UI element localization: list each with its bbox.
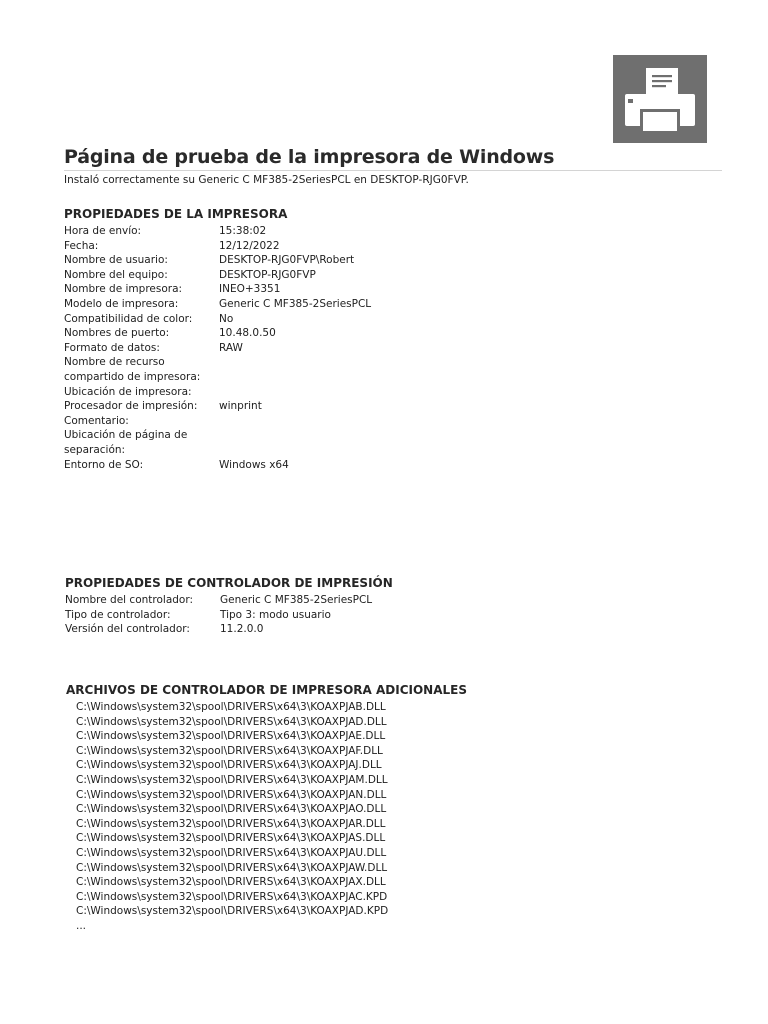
file-path: C:\Windows\system32\spool\DRIVERS\x64\3\KOAXPJAC.KPD xyxy=(76,890,388,903)
page-title: Página de prueba de la impresora de Windows xyxy=(64,146,555,168)
property-row xyxy=(65,593,465,608)
property-label: Versión del controlador: xyxy=(65,623,190,636)
file-path: C:\Windows\system32\spool\DRIVERS\x64\3\KOAXPJAX.DLL xyxy=(76,876,386,889)
printer-properties-list xyxy=(64,224,464,472)
property-label: Fecha: xyxy=(64,239,99,252)
additional-files-list xyxy=(76,700,476,934)
property-value: No xyxy=(219,312,234,325)
file-path: C:\Windows\system32\spool\DRIVERS\x64\3\KOAXPJAS.DLL xyxy=(76,832,386,845)
file-path: C:\Windows\system32\spool\DRIVERS\x64\3\KOAXPJAM.DLL xyxy=(76,773,388,786)
property-row xyxy=(65,622,465,637)
property-value xyxy=(219,385,464,400)
file-path: C:\Windows\system32\spool\DRIVERS\x64\3\KOAXPJAU.DLL xyxy=(76,846,387,859)
file-path: C:\Windows\system32\spool\DRIVERS\x64\3\KOAXPJAO.DLL xyxy=(76,803,387,816)
property-row xyxy=(65,608,465,623)
property-row xyxy=(64,355,464,384)
property-label: Nombre del controlador: xyxy=(65,594,194,606)
file-path: C:\Windows\system32\spool\DRIVERS\x64\3\KOAXPJAJ.DLL xyxy=(76,759,382,772)
file-path: ... xyxy=(76,919,87,932)
property-value: INEO+3351 xyxy=(219,283,281,296)
property-label: Nombre de impresora: xyxy=(64,283,183,296)
printer-icon xyxy=(613,55,707,143)
driver-properties-list xyxy=(65,593,465,637)
property-value: 11.2.0.0 xyxy=(220,623,264,636)
property-row xyxy=(64,414,464,429)
property-label: Modelo de impresora: xyxy=(64,297,179,310)
file-path: C:\Windows\system32\spool\DRIVERS\x64\3\KOAXPJAF.DLL xyxy=(76,744,383,757)
property-label: Ubicación de impresora: xyxy=(64,385,192,398)
file-path: C:\Windows\system32\spool\DRIVERS\x64\3\KOAXPJAW.DLL xyxy=(76,861,388,874)
property-value: Generic C MF385-2SeriesPCL xyxy=(219,297,372,310)
property-row xyxy=(64,341,464,356)
property-label: Nombre de recurso compartido de impresora: xyxy=(64,356,201,383)
property-value: 10.48.0.50 xyxy=(219,327,276,340)
additional-files-heading: ARCHIVOS DE CONTROLADOR DE IMPRESORA ADICIONALES xyxy=(66,683,467,697)
property-value xyxy=(219,428,464,457)
property-row xyxy=(64,268,464,283)
property-label: Entorno de SO: xyxy=(64,458,144,471)
property-value: winprint xyxy=(219,400,262,413)
property-row xyxy=(64,399,464,414)
title-divider xyxy=(64,170,722,171)
file-path: C:\Windows\system32\spool\DRIVERS\x64\3\KOAXPJAD.DLL xyxy=(76,715,387,728)
property-row xyxy=(64,428,464,457)
property-label: Procesador de impresión: xyxy=(64,400,198,413)
property-row xyxy=(64,326,464,341)
property-value: 15:38:02 xyxy=(219,225,267,237)
property-label: Comentario: xyxy=(64,414,129,427)
file-path: C:\Windows\system32\spool\DRIVERS\x64\3\KOAXPJAB.DLL xyxy=(76,701,386,713)
property-row xyxy=(64,312,464,327)
property-label: Formato de datos: xyxy=(64,341,160,354)
property-label: Nombre de usuario: xyxy=(64,254,168,267)
property-row xyxy=(64,224,464,239)
property-value: RAW xyxy=(219,341,243,354)
property-value: DESKTOP-RJG0FVP\Robert xyxy=(219,254,355,267)
property-value xyxy=(219,355,464,384)
file-path: C:\Windows\system32\spool\DRIVERS\x64\3\KOAXPJAD.KPD xyxy=(76,905,389,918)
property-label: Nombres de puerto: xyxy=(64,327,170,340)
file-path: C:\Windows\system32\spool\DRIVERS\x64\3\KOAXPJAN.DLL xyxy=(76,788,387,801)
property-value xyxy=(219,414,464,429)
property-value: DESKTOP-RJG0FVP xyxy=(219,268,316,281)
file-path: C:\Windows\system32\spool\DRIVERS\x64\3\KOAXPJAR.DLL xyxy=(76,817,386,830)
property-label: Nombre del equipo: xyxy=(64,268,168,281)
install-confirmation: Instaló correctamente su Generic C MF385-2SeriesPCL en DESKTOP-RJG0FVP. xyxy=(64,174,469,186)
property-label: Ubicación de página de separación: xyxy=(64,429,188,456)
property-row xyxy=(64,239,464,254)
driver-properties-heading: PROPIEDADES DE CONTROLADOR DE IMPRESIÓN xyxy=(65,576,393,590)
property-label: Tipo de controlador: xyxy=(65,608,171,621)
property-value: Tipo 3: modo usuario xyxy=(220,608,331,621)
property-row xyxy=(64,282,464,297)
property-value: Windows x64 xyxy=(219,458,289,471)
property-row xyxy=(64,458,464,473)
property-label: Compatibilidad de color: xyxy=(64,312,193,325)
property-value: 12/12/2022 xyxy=(219,239,280,252)
property-row xyxy=(64,297,464,312)
property-row xyxy=(64,385,464,400)
file-path: C:\Windows\system32\spool\DRIVERS\x64\3\KOAXPJAE.DLL xyxy=(76,730,386,743)
property-row xyxy=(64,253,464,268)
property-value: Generic C MF385-2SeriesPCL xyxy=(220,594,373,606)
printer-properties-heading: PROPIEDADES DE LA IMPRESORA xyxy=(64,207,288,221)
property-label: Hora de envío: xyxy=(64,225,142,237)
